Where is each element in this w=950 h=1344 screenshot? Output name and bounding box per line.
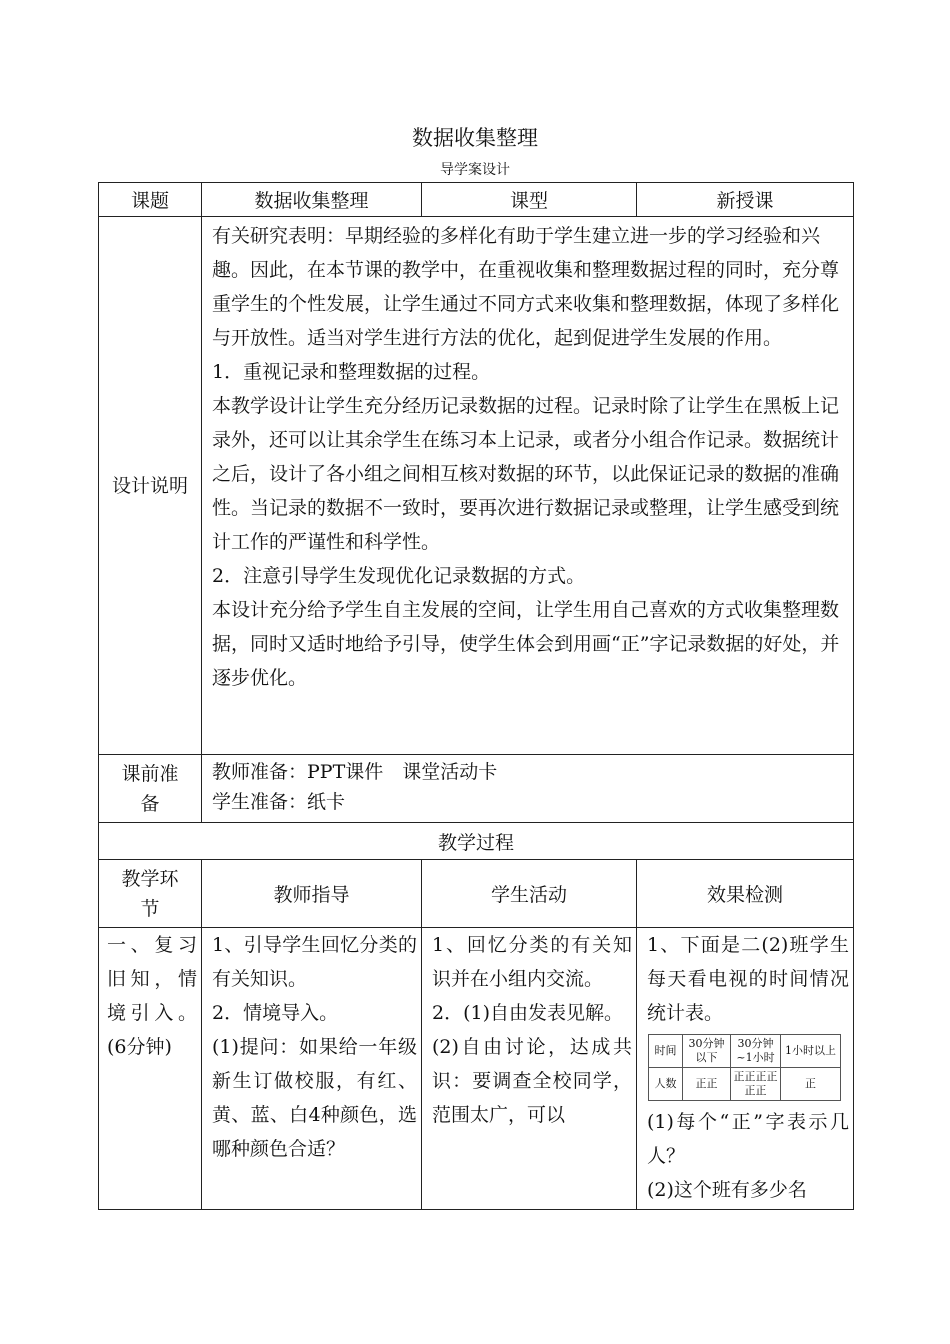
stage-text: 一、复习旧知，情境引入。(6分钟) (107, 934, 197, 1058)
tally-cell: 人数 (649, 1068, 683, 1101)
check-intro: 1、下面是二(2)班学生每天看电视的时间情况统计表。 (647, 934, 849, 1024)
lesson-plan-table (98, 182, 854, 1210)
student-step: (2)自由讨论，达成共识：要调查全校同学，范围太广，可以 (432, 1036, 632, 1126)
student-activity-cell (422, 928, 637, 1210)
col-header-teacher: 教师指导 (202, 860, 422, 928)
tally-cell: 正 (781, 1068, 841, 1101)
prep-content (202, 755, 854, 823)
tv-time-tally-table (648, 1034, 841, 1101)
design-paragraph: 本设计充分给予学生自主发展的空间，让学生用自己喜欢的方式收集整理数据，同时又适时地给予引导，使学生体会到用画“正”字记录数据的好处，并逐步优化。 (212, 599, 840, 689)
tally-header-cell: 30分钟以下 (683, 1035, 731, 1068)
teacher-prep: 教师准备：PPT课件 课堂活动卡 (212, 761, 498, 783)
header-row (99, 183, 854, 217)
process-title: 教学过程 (99, 823, 854, 860)
student-prep: 学生准备：纸卡 (212, 791, 346, 813)
design-paragraph: 有关研究表明：早期经验的多样化有助于学生建立进一步的学习经验和兴趣。因此，在本节课的教学中，在重视收集和整理数据过程的同时，充分尊重学生的个性发展，让学生通过不同方式来收集和整理数据，体现了多样化与开放性。适当对学生进行方法的优化，起到促进学生发展的作用。 (212, 225, 840, 349)
prep-row (99, 755, 854, 823)
check-question-2: (2)这个班有多少名 (647, 1179, 807, 1201)
col-header-check: 效果检测 (637, 860, 854, 928)
teacher-guidance-cell (202, 928, 422, 1210)
teacher-step: (1)提问：如果给一年级新生订做校服，有红、黄、蓝、白4种颜色，选哪种颜色合适？ (212, 1036, 417, 1160)
design-paragraph: 1．重视记录和整理数据的过程。 (212, 361, 491, 383)
process-header-row (99, 860, 854, 928)
doc-subtitle: 导学案设计 (440, 162, 510, 178)
student-step: 2．(1)自由发表见解。 (432, 1002, 624, 1024)
effect-check-cell (637, 928, 854, 1210)
tally-cell: 正正正正正正 (731, 1068, 781, 1101)
topic-value: 数据收集整理 (202, 183, 422, 217)
design-label: 设计说明 (99, 217, 202, 755)
col-header-student: 学生活动 (422, 860, 637, 928)
topic-label: 课题 (99, 183, 202, 217)
stage-row (99, 928, 854, 1210)
design-paragraph: 2．注意引导学生发现优化记录数据的方式。 (212, 565, 586, 587)
teacher-step: 2．情境导入。 (212, 1002, 339, 1024)
col-header-stage: 教学环节 (99, 860, 202, 928)
type-value: 新授课 (637, 183, 854, 217)
tally-header-cell: 时间 (649, 1035, 683, 1068)
tally-header-cell: 30分钟~1小时 (731, 1035, 781, 1068)
type-label: 课型 (422, 183, 637, 217)
stage-cell (99, 928, 202, 1210)
check-question-1: (1)每个“正”字表示几人？ (647, 1111, 849, 1167)
student-step: 1、回忆分类的有关知识并在小组内交流。 (432, 934, 632, 990)
doc-title: 数据收集整理 (412, 126, 538, 150)
design-content (202, 217, 854, 755)
tally-header-cell: 1小时以上 (781, 1035, 841, 1068)
process-title-row (99, 823, 854, 860)
design-row (99, 217, 854, 755)
design-paragraph: 本教学设计让学生充分经历记录数据的过程。记录时除了让学生在黑板上记录外，还可以让其余学生在练习本上记录，或者分小组合作记录。数据统计之后，设计了各小组之间相互核对数据的环节，以此保证记录的数据的准确性。当记录的数据不一致时，要再次进行数据记录或整理，让学生感受到统计工作的严谨性和科学性。 (212, 395, 840, 553)
prep-label: 课前准备 (99, 755, 202, 823)
tally-cell: 正正 (683, 1068, 731, 1101)
teacher-step: 1、引导学生回忆分类的有关知识。 (212, 934, 417, 990)
